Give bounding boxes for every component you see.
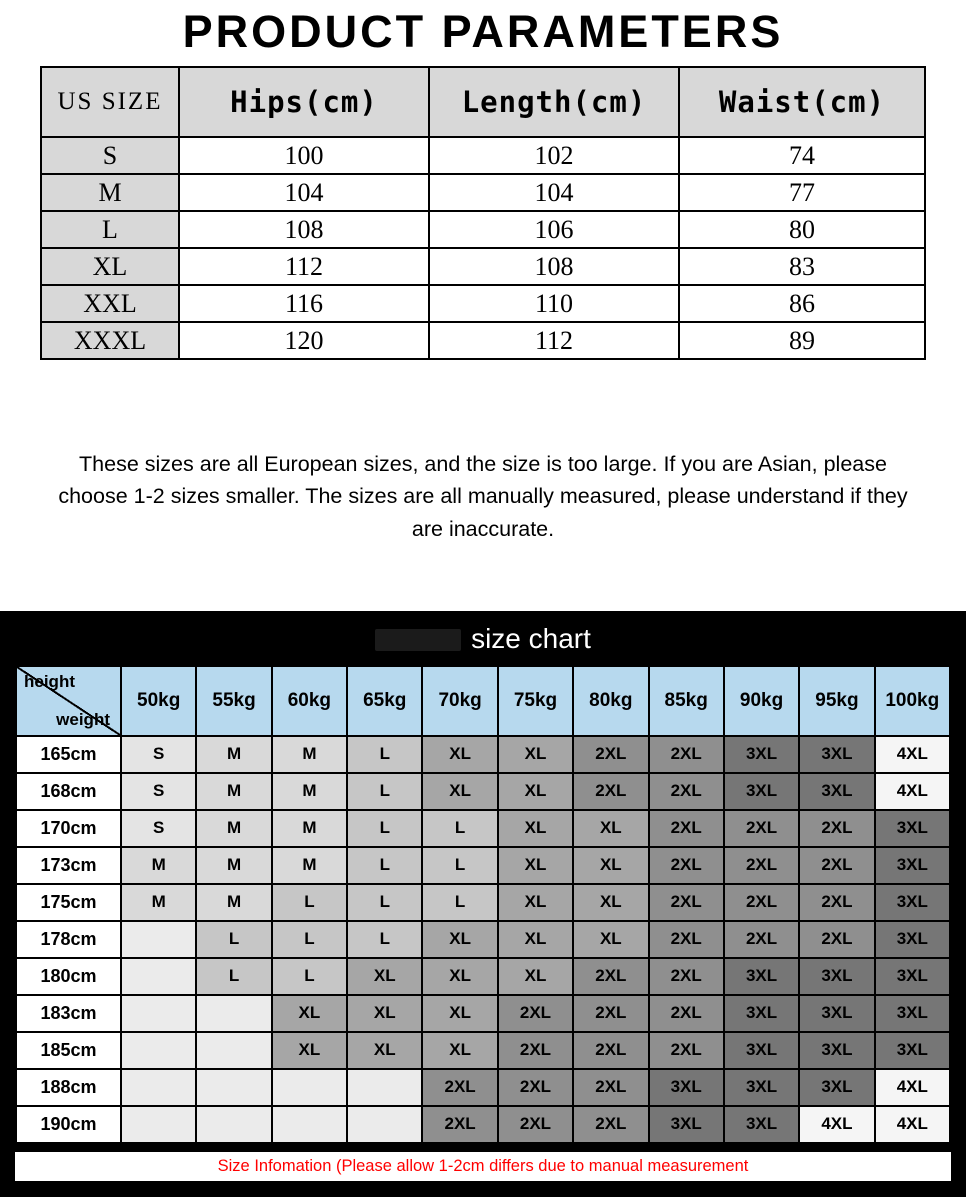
params-value-cell: 102 — [429, 137, 679, 174]
size-cell — [196, 995, 271, 1032]
params-value-cell: 77 — [679, 174, 925, 211]
params-value-cell: 108 — [179, 211, 429, 248]
size-cell: XL — [422, 736, 497, 773]
size-cell: XL — [498, 847, 573, 884]
params-row — [41, 174, 925, 211]
size-cell: XL — [422, 958, 497, 995]
size-cell: XL — [422, 921, 497, 958]
height-row-header: 190cm — [16, 1106, 121, 1143]
size-cell: 3XL — [875, 921, 950, 958]
size-cell: 4XL — [875, 773, 950, 810]
size-cell: 3XL — [649, 1069, 724, 1106]
size-cell: L — [196, 958, 271, 995]
size-chart-row — [16, 847, 950, 884]
size-cell: L — [347, 847, 422, 884]
size-cell: 3XL — [799, 773, 874, 810]
height-weight-corner-cell — [16, 666, 121, 736]
size-cell: 2XL — [498, 1106, 573, 1143]
size-cell — [196, 1106, 271, 1143]
params-value-cell: 104 — [179, 174, 429, 211]
size-cell: M — [196, 773, 271, 810]
size-cell: 3XL — [724, 958, 799, 995]
size-cell — [121, 1106, 196, 1143]
size-cell: 2XL — [573, 736, 648, 773]
weight-column-header: 80kg — [573, 666, 648, 736]
params-size-cell: L — [41, 211, 179, 248]
params-header-us-size: US SIZE — [41, 67, 179, 137]
size-cell: 2XL — [649, 736, 724, 773]
size-cell: 2XL — [649, 847, 724, 884]
params-column-header: Waist(cm) — [679, 67, 925, 137]
params-row — [41, 322, 925, 359]
size-cell: L — [422, 810, 497, 847]
params-row — [41, 285, 925, 322]
size-chart-row — [16, 1032, 950, 1069]
size-cell: 3XL — [875, 847, 950, 884]
size-cell: 2XL — [649, 810, 724, 847]
size-cell: XL — [573, 810, 648, 847]
size-cell: 3XL — [724, 1106, 799, 1143]
size-cell: L — [347, 736, 422, 773]
size-chart-row — [16, 810, 950, 847]
size-cell: XL — [422, 773, 497, 810]
size-cell: M — [272, 773, 347, 810]
size-chart-row — [16, 773, 950, 810]
size-chart-title: size chart — [471, 622, 591, 654]
size-cell — [347, 1106, 422, 1143]
params-size-cell: M — [41, 174, 179, 211]
size-cell: 3XL — [724, 1069, 799, 1106]
weight-column-header: 100kg — [875, 666, 950, 736]
size-cell: M — [272, 847, 347, 884]
height-row-header: 165cm — [16, 736, 121, 773]
params-value-cell: 83 — [679, 248, 925, 285]
weight-column-header: 70kg — [422, 666, 497, 736]
weight-column-header: 75kg — [498, 666, 573, 736]
height-row-header: 170cm — [16, 810, 121, 847]
size-cell: L — [347, 773, 422, 810]
size-cell: XL — [498, 810, 573, 847]
size-cell: S — [121, 736, 196, 773]
size-cell: XL — [573, 884, 648, 921]
size-chart-title-row — [15, 623, 951, 655]
params-value-cell: 106 — [429, 211, 679, 248]
params-value-cell: 110 — [429, 285, 679, 322]
params-value-cell: 120 — [179, 322, 429, 359]
size-cell — [121, 995, 196, 1032]
weight-column-header: 65kg — [347, 666, 422, 736]
params-size-cell: XXXL — [41, 322, 179, 359]
size-cell: 2XL — [573, 1032, 648, 1069]
size-chart-panel — [0, 611, 966, 1197]
height-row-header: 183cm — [16, 995, 121, 1032]
size-chart-row — [16, 995, 950, 1032]
size-cell: 4XL — [875, 1069, 950, 1106]
params-size-cell: S — [41, 137, 179, 174]
size-cell: 3XL — [875, 995, 950, 1032]
size-cell — [196, 1032, 271, 1069]
size-cell: XL — [498, 958, 573, 995]
height-row-header: 168cm — [16, 773, 121, 810]
size-cell: 3XL — [875, 884, 950, 921]
params-value-cell: 80 — [679, 211, 925, 248]
size-cell: L — [422, 884, 497, 921]
page-title: PRODUCT PARAMETERS — [182, 6, 784, 57]
weight-column-header: 50kg — [121, 666, 196, 736]
params-value-cell: 86 — [679, 285, 925, 322]
params-row — [41, 248, 925, 285]
size-cell: XL — [498, 773, 573, 810]
size-cell: 2XL — [724, 884, 799, 921]
weight-column-header: 55kg — [196, 666, 271, 736]
size-cell — [347, 1069, 422, 1106]
size-cell: 2XL — [573, 1106, 648, 1143]
size-cell: 4XL — [799, 1106, 874, 1143]
params-value-cell: 112 — [429, 322, 679, 359]
size-cell: XL — [573, 847, 648, 884]
size-cell: S — [121, 773, 196, 810]
size-cell: 3XL — [875, 1032, 950, 1069]
size-cell: 4XL — [875, 736, 950, 773]
size-cell: M — [196, 736, 271, 773]
size-cell — [272, 1069, 347, 1106]
size-cell: 2XL — [498, 1069, 573, 1106]
size-cell: 3XL — [875, 810, 950, 847]
size-cell: M — [196, 884, 271, 921]
size-cell: 2XL — [498, 1032, 573, 1069]
size-cell: 2XL — [649, 921, 724, 958]
size-cell: 2XL — [649, 1032, 724, 1069]
size-chart-row — [16, 1069, 950, 1106]
weight-column-header: 95kg — [799, 666, 874, 736]
size-cell: M — [196, 847, 271, 884]
size-cell: 3XL — [724, 736, 799, 773]
size-cell: 2XL — [799, 884, 874, 921]
product-parameters-table — [40, 66, 926, 360]
params-size-cell: XL — [41, 248, 179, 285]
size-cell: L — [347, 810, 422, 847]
size-cell: L — [272, 958, 347, 995]
size-cell: 2XL — [422, 1069, 497, 1106]
size-cell: L — [347, 884, 422, 921]
size-chart-row — [16, 958, 950, 995]
size-cell: 2XL — [724, 847, 799, 884]
size-cell: XL — [498, 921, 573, 958]
size-cell: L — [422, 847, 497, 884]
size-cell: 2XL — [573, 958, 648, 995]
size-cell: XL — [272, 995, 347, 1032]
params-header-row — [41, 67, 925, 137]
size-cell: 2XL — [498, 995, 573, 1032]
size-cell: XL — [498, 884, 573, 921]
size-cell: 2XL — [649, 884, 724, 921]
size-cell — [272, 1106, 347, 1143]
size-cell: 4XL — [875, 1106, 950, 1143]
size-cell: S — [121, 810, 196, 847]
params-value-cell: 116 — [179, 285, 429, 322]
weight-column-header: 60kg — [272, 666, 347, 736]
size-cell: XL — [272, 1032, 347, 1069]
params-value-cell: 74 — [679, 137, 925, 174]
size-cell: L — [347, 921, 422, 958]
size-cell: 3XL — [799, 958, 874, 995]
size-cell: 3XL — [724, 773, 799, 810]
size-cell — [121, 958, 196, 995]
size-cell: XL — [347, 995, 422, 1032]
size-cell: 2XL — [799, 847, 874, 884]
size-cell: 3XL — [799, 1069, 874, 1106]
size-cell — [196, 1069, 271, 1106]
size-cell: 2XL — [799, 810, 874, 847]
size-cell: XL — [347, 958, 422, 995]
params-value-cell: 108 — [429, 248, 679, 285]
size-cell: 2XL — [649, 958, 724, 995]
obscured-text — [375, 629, 461, 651]
height-row-header: 178cm — [16, 921, 121, 958]
size-cell — [121, 1069, 196, 1106]
height-row-header: 175cm — [16, 884, 121, 921]
size-cell: M — [121, 847, 196, 884]
params-value-cell: 112 — [179, 248, 429, 285]
size-chart-row — [16, 736, 950, 773]
size-cell: 2XL — [649, 773, 724, 810]
size-cell: M — [272, 736, 347, 773]
height-row-header: 185cm — [16, 1032, 121, 1069]
size-cell: 2XL — [724, 921, 799, 958]
params-value-cell: 104 — [429, 174, 679, 211]
size-cell: XL — [573, 921, 648, 958]
size-cell: 3XL — [724, 995, 799, 1032]
weight-column-header: 85kg — [649, 666, 724, 736]
params-column-header: Length(cm) — [429, 67, 679, 137]
params-value-cell: 89 — [679, 322, 925, 359]
size-chart-table — [15, 665, 951, 1144]
size-cell: L — [272, 884, 347, 921]
height-row-header: 180cm — [16, 958, 121, 995]
size-cell: 3XL — [875, 958, 950, 995]
size-cell: L — [196, 921, 271, 958]
size-cell: 2XL — [649, 995, 724, 1032]
params-value-cell: 100 — [179, 137, 429, 174]
size-cell: 3XL — [799, 1032, 874, 1069]
size-cell — [121, 921, 196, 958]
size-cell: 3XL — [799, 995, 874, 1032]
size-cell: M — [121, 884, 196, 921]
size-chart-row — [16, 921, 950, 958]
height-row-header: 188cm — [16, 1069, 121, 1106]
params-size-cell: XXL — [41, 285, 179, 322]
size-cell: L — [272, 921, 347, 958]
size-cell: 2XL — [799, 921, 874, 958]
size-cell: 3XL — [799, 736, 874, 773]
size-cell: 3XL — [649, 1106, 724, 1143]
size-cell: XL — [422, 995, 497, 1032]
size-cell: XL — [347, 1032, 422, 1069]
size-chart-header-row — [16, 666, 950, 736]
size-cell: XL — [498, 736, 573, 773]
size-cell: 2XL — [573, 1069, 648, 1106]
params-column-header: Hips(cm) — [179, 67, 429, 137]
size-chart-row — [16, 1106, 950, 1143]
size-cell: 2XL — [422, 1106, 497, 1143]
height-row-header: 173cm — [16, 847, 121, 884]
size-chart-row — [16, 884, 950, 921]
size-cell: 3XL — [724, 1032, 799, 1069]
weight-column-header: 90kg — [724, 666, 799, 736]
size-cell: 2XL — [573, 773, 648, 810]
sizing-note: These sizes are all European sizes, and the size is too large. If you are Asian, please choose 1-2 sizes smaller. The sizes are all manually measured, please understand if they are inaccurate. — [58, 452, 908, 541]
size-cell: XL — [422, 1032, 497, 1069]
size-cell: M — [272, 810, 347, 847]
corner-height-label: height — [24, 671, 75, 691]
size-information-note: Size Infomation (Please allow 1-2cm differs due to manual measurement — [15, 1152, 951, 1181]
size-cell: M — [196, 810, 271, 847]
corner-weight-label: weight — [56, 709, 110, 729]
size-cell: 2XL — [573, 995, 648, 1032]
size-cell: 2XL — [724, 810, 799, 847]
size-cell — [121, 1032, 196, 1069]
params-row — [41, 211, 925, 248]
params-row — [41, 137, 925, 174]
